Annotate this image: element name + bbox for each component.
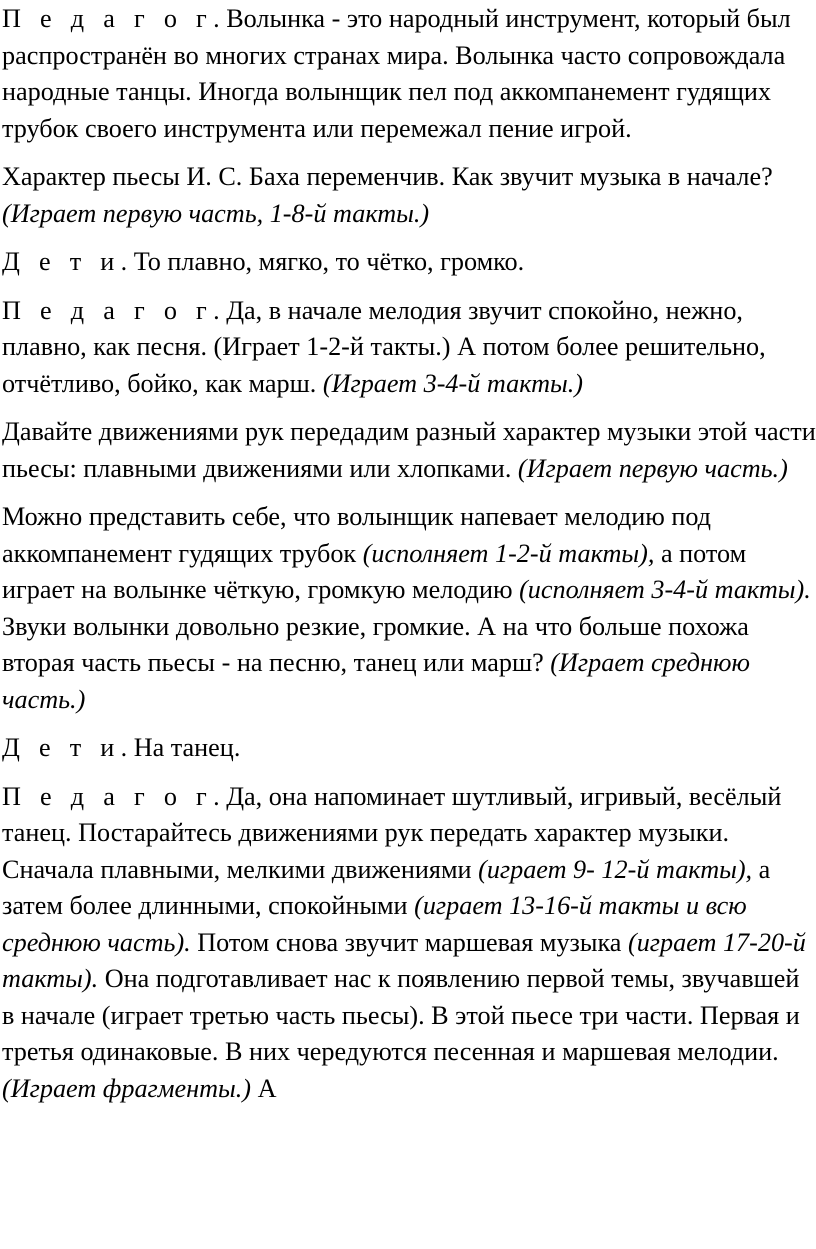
paragraph-teacher-melody (2, 293, 816, 403)
paragraph-teacher-intro (2, 1, 816, 147)
stage-direction: (Играет фрагменты.) (2, 1073, 252, 1103)
paragraph-text: а затем более длинными, спокойными (2, 854, 771, 920)
speaker-label: П е д а г о г (2, 295, 214, 325)
paragraph-text: Давайте движениями рук передадим разный характер музыки этой части пьесы: плавными движениями или хлопками. (2, 417, 816, 483)
paragraph-text: . Да, она напоминает шутливый, игривый, весёлый танец. Постарайтесь движениями рук передать характер музыки. Сначала плавными, мелкими движениями (2, 781, 782, 884)
stage-direction: (играет 17-20-й такты). (2, 927, 806, 993)
paragraph-text: Потом снова звучит маршевая музыка (190, 927, 628, 957)
paragraph-teacher-dance (2, 779, 816, 1108)
paragraph-children-dance (2, 730, 816, 767)
speaker-label: Д е т и (2, 733, 121, 762)
stage-direction: (исполняет 1-2-й такты), (362, 538, 655, 568)
paragraph-text: . То плавно, мягко, то чётко, громко. (120, 247, 525, 276)
document-page (2, 0, 816, 1119)
stage-direction: (играет 9- 12-й такты), (478, 854, 753, 884)
speaker-label: П е д а г о г (2, 781, 214, 811)
speaker-label: Д е т и (2, 247, 121, 276)
paragraph-text: Можно представить себе, что волынщик напевает мелодию под аккомпанемент гудящих трубок (2, 502, 712, 568)
stage-direction: (Играет первую часть.) (517, 453, 788, 483)
stage-direction: (играет 13-16-й такты и всю среднюю часть). (2, 891, 747, 957)
paragraph-text: Характер пьесы И. С. Баха переменчив. Как звучит музыка в начале? (2, 162, 773, 191)
stage-direction: (исполняет 3-4-й такты). (519, 575, 811, 604)
stage-direction: (Играет среднюю часть.) (2, 648, 750, 714)
stage-direction: (Играет 3-4-й такты.) (322, 368, 584, 398)
paragraph-text: а потом играет на волынке чёткую, громкую мелодию (2, 538, 747, 604)
paragraph-text: А (251, 1073, 277, 1103)
stage-direction: (Играет первую часть, 1-8-й такты.) (2, 198, 430, 228)
paragraph-text: . На танец. (120, 733, 241, 762)
paragraph-character-question (2, 159, 816, 232)
paragraph-text: . Да, в начале мелодия звучит спокойно, нежно, плавно, как песня. (Играет 1-2-й такты.) А потом более решительно, отчётливо, бойко, как марш. (2, 295, 766, 398)
paragraph-children-answer (2, 244, 816, 281)
paragraph-text: Она подготавливает нас к появлению первой темы, звучавшей в начале (играет третью часть пьесы). В этой пьесе три части. Первая и третья одинаковые. В них чередуются песенная и маршевая мелодии. (2, 964, 800, 1066)
paragraph-text: Звуки волынки довольно резкие, громкие. А на что больше похожа вторая часть пьесы - на песню, танец или марш? (2, 611, 749, 677)
speaker-label: П е д а г о г (2, 4, 214, 33)
paragraph-hand-movements (2, 414, 816, 487)
paragraph-text: . Волынка - это народный инструмент, который был распространён во многих странах мира. Волынка часто сопровождала народные танцы. Иногда волынщик пел под аккомпанемент гудящих трубок своего инструмента или перемежал пение игрой. (2, 4, 791, 143)
paragraph-bagpiper (2, 499, 816, 718)
